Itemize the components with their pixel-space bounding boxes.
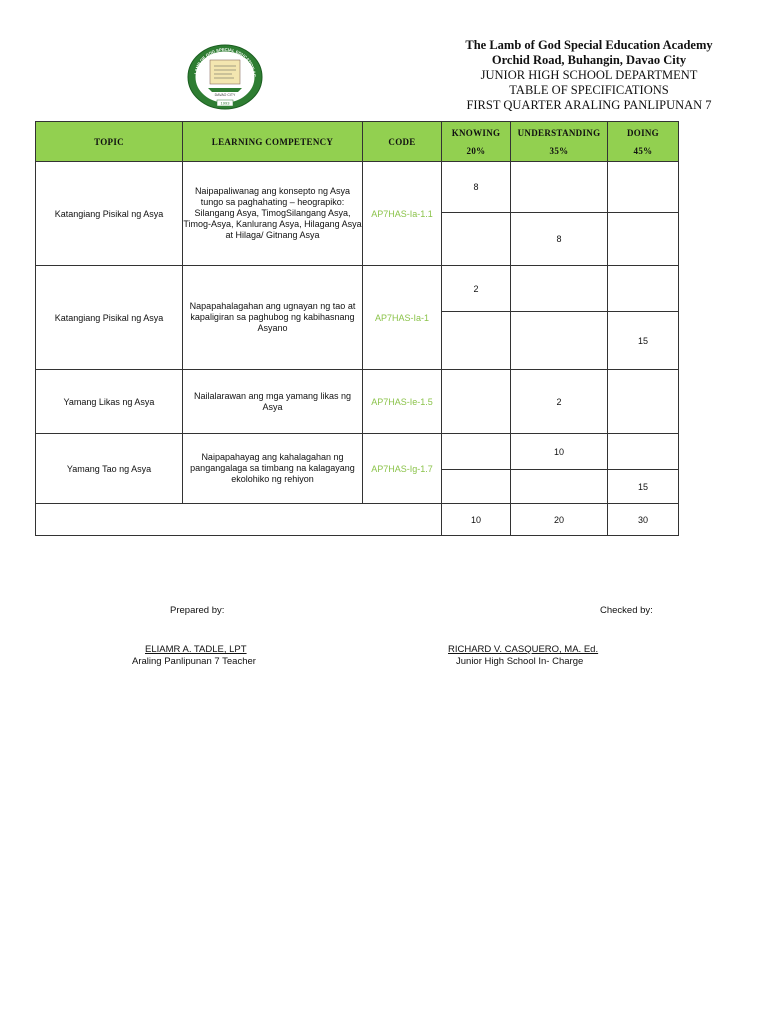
col-knowing-pct: 20% <box>466 145 486 156</box>
code-cell: AP7HAS-Ia-1.1 <box>363 162 442 266</box>
department-name: JUNIOR HIGH SCHOOL DEPARTMENT <box>480 68 698 82</box>
code-cell: AP7HAS-Ig-1.7 <box>363 434 442 504</box>
knowing-cell <box>442 312 511 370</box>
quarter-subject: FIRST QUARTER ARALING PANLIPUNAN 7 <box>466 98 712 112</box>
table-header-row <box>36 122 679 162</box>
competency-cell: Naipapahayag ang kahalagahan ng pangangalaga sa timbang na kalagayang ekolohiko ng rehiyon <box>183 434 363 504</box>
checker-title: Junior High School In- Charge <box>456 656 584 667</box>
document-header <box>410 38 768 113</box>
col-topic: TOPIC <box>36 122 183 162</box>
seal-year: 1993 <box>220 100 230 106</box>
topic-cell: Katangiang Pisikal ng Asya <box>36 162 183 266</box>
understanding-cell: 10 <box>511 434 608 470</box>
totals-label-cell <box>36 504 442 536</box>
doing-cell <box>608 434 679 470</box>
competency-cell: Nailalarawan ang mga yamang likas ng Asya <box>183 370 363 434</box>
understanding-cell <box>511 470 608 504</box>
competency-cell: Naipapaliwanag ang konsepto ng Asya tungo sa paghahating – heograpiko: Silangang Asya, TimogSilangang Asya, Timog-Asya, Kanlurang Asya, Hilagang Asya at Hilaga/ Gitnang Asya <box>183 162 363 266</box>
seal-ring-text: LAMB OF GOD SPECIAL EDUCATION AC <box>193 46 258 78</box>
understanding-cell <box>511 312 608 370</box>
checked-by-label: Checked by: <box>600 605 653 616</box>
understanding-cell <box>511 266 608 312</box>
seal-city: DAVAO CITY <box>214 93 236 97</box>
col-doing-pct: 45% <box>633 145 653 156</box>
code-cell: AP7HAS-Ia-1 <box>363 266 442 370</box>
knowing-cell <box>442 434 511 470</box>
col-competency: LEARNING COMPETENCY <box>183 122 363 162</box>
preparer-name: ELIAMR A. TADLE, LPT <box>145 644 247 655</box>
knowing-cell: 2 <box>442 266 511 312</box>
checker-name: RICHARD V. CASQUERO, MA. Ed. <box>448 644 599 655</box>
specifications-table <box>35 121 679 536</box>
col-doing <box>608 122 679 162</box>
code-cell: AP7HAS-Ie-1.5 <box>363 370 442 434</box>
school-seal-icon <box>186 44 264 110</box>
col-knowing-label: KNOWING <box>451 127 501 138</box>
knowing-cell: 8 <box>442 162 511 213</box>
topic-cell: Yamang Likas ng Asya <box>36 370 183 434</box>
topic-cell: Yamang Tao ng Asya <box>36 434 183 504</box>
col-code: CODE <box>363 122 442 162</box>
doing-cell: 15 <box>608 312 679 370</box>
understanding-cell: 2 <box>511 370 608 434</box>
table-row <box>36 434 679 470</box>
doing-cell <box>608 266 679 312</box>
doing-cell <box>608 370 679 434</box>
col-doing-label: DOING <box>626 127 659 138</box>
col-knowing <box>442 122 511 162</box>
topic-cell: Katangiang Pisikal ng Asya <box>36 266 183 370</box>
col-understanding <box>511 122 608 162</box>
col-understanding-label: UNDERSTANDING <box>517 127 601 138</box>
totals-row <box>36 504 679 536</box>
total-knowing: 10 <box>442 504 511 536</box>
col-understanding-pct: 35% <box>549 145 569 156</box>
knowing-cell <box>442 370 511 434</box>
doing-cell: 15 <box>608 470 679 504</box>
prepared-by-label: Prepared by: <box>170 605 225 616</box>
school-name: The Lamb of God Special Education Academy <box>465 38 713 52</box>
total-understanding: 20 <box>511 504 608 536</box>
knowing-cell <box>442 470 511 504</box>
doing-cell <box>608 162 679 213</box>
competency-cell: Napapahalagahan ang ugnayan ng tao at kapaligiran sa paghubog ng kabihasnang Asyano <box>183 266 363 370</box>
understanding-cell: 8 <box>511 213 608 266</box>
preparer-title: Araling Panlipunan 7 Teacher <box>132 656 256 667</box>
school-address: Orchid Road, Buhangin, Davao City <box>491 53 687 67</box>
total-doing: 30 <box>608 504 679 536</box>
understanding-cell <box>511 162 608 213</box>
table-row <box>36 370 679 434</box>
doing-cell <box>608 213 679 266</box>
table-row <box>36 266 679 312</box>
document-title: TABLE OF SPECIFICATIONS <box>509 83 669 97</box>
knowing-cell <box>442 213 511 266</box>
table-row <box>36 162 679 213</box>
